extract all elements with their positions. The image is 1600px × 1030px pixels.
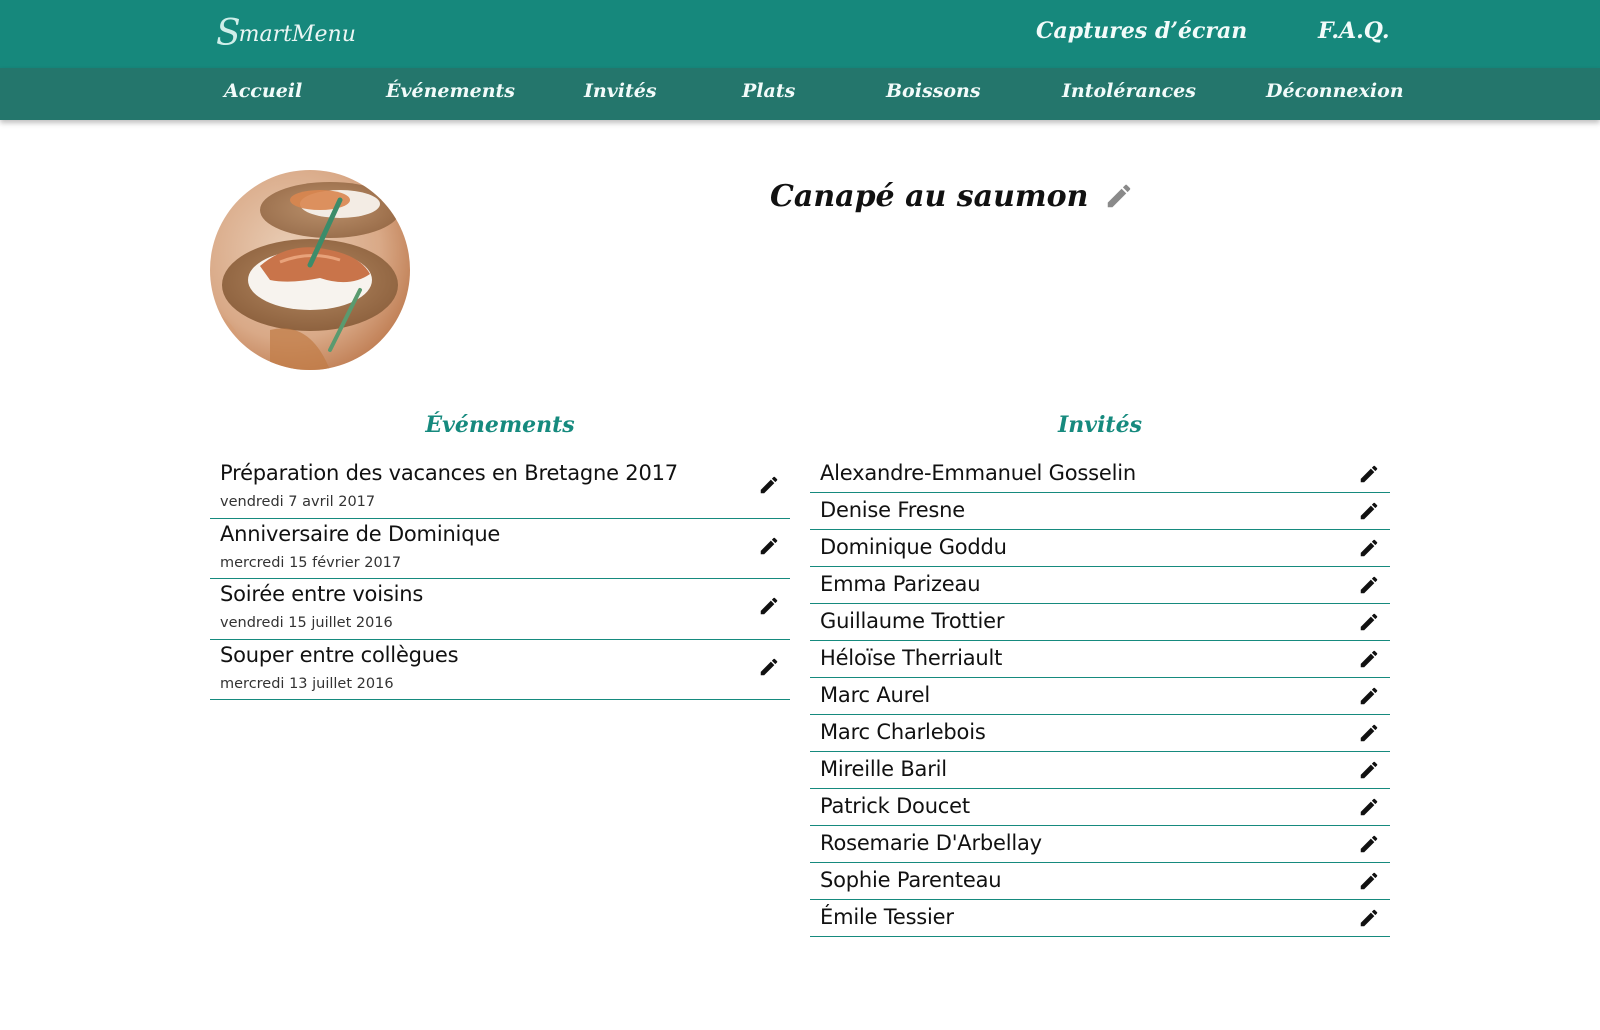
guest-item[interactable] (810, 715, 1390, 752)
guest-name: Dominique Goddu (820, 535, 1007, 559)
guest-name: Sophie Parenteau (820, 868, 1002, 892)
nav-drinks[interactable]: Boissons (886, 80, 981, 102)
guest-name: Marc Aurel (820, 683, 930, 707)
event-name: Préparation des vacances en Bretagne 2017 (220, 461, 678, 485)
edit-guest-button[interactable] (1358, 833, 1380, 855)
guest-item[interactable] (810, 826, 1390, 863)
events-list (210, 458, 790, 700)
top-header (0, 0, 1600, 68)
event-date: mercredi 15 février 2017 (220, 554, 402, 571)
edit-guest-button[interactable] (1358, 574, 1380, 596)
screenshots-link[interactable]: Captures d’écran (1036, 18, 1248, 44)
edit-event-button[interactable] (758, 474, 780, 496)
logo-mark: S (216, 13, 241, 54)
edit-event-button[interactable] (758, 656, 780, 678)
faq-link[interactable]: F.A.Q. (1318, 18, 1390, 44)
pencil-icon (758, 535, 780, 557)
guest-name: Mireille Baril (820, 757, 947, 781)
edit-event-button[interactable] (758, 595, 780, 617)
pencil-icon (1358, 648, 1380, 670)
pencil-icon (1358, 611, 1380, 633)
event-name: Soirée entre voisins (220, 582, 424, 606)
guest-name: Guillaume Trottier (820, 609, 1005, 633)
edit-guest-button[interactable] (1358, 463, 1380, 485)
edit-guest-button[interactable] (1358, 907, 1380, 929)
logo-text: martMenu (238, 21, 356, 47)
smartmenu-logo[interactable] (216, 14, 356, 54)
pencil-icon (1358, 500, 1380, 522)
event-item[interactable] (210, 519, 790, 580)
guest-name: Denise Fresne (820, 498, 965, 522)
guest-name: Rosemarie D'Arbellay (820, 831, 1042, 855)
guests-heading: Invités (1058, 412, 1142, 438)
guest-item[interactable] (810, 456, 1390, 493)
event-name: Anniversaire de Dominique (220, 521, 501, 546)
dish-photo (210, 170, 410, 370)
guest-name: Emma Parizeau (820, 572, 981, 596)
guest-name: Héloïse Therriault (820, 646, 1003, 670)
guest-item[interactable] (810, 900, 1390, 937)
pencil-icon (1358, 759, 1380, 781)
edit-guest-button[interactable] (1358, 685, 1380, 707)
guest-item[interactable] (810, 789, 1390, 826)
guest-item[interactable] (810, 493, 1390, 530)
guest-name: Marc Charlebois (820, 720, 986, 744)
guest-item[interactable] (810, 678, 1390, 715)
pencil-icon (1358, 796, 1380, 818)
pencil-icon (1358, 907, 1380, 929)
pencil-icon (1358, 537, 1380, 559)
guest-name: Patrick Doucet (820, 794, 970, 818)
pencil-icon (1358, 833, 1380, 855)
edit-guest-button[interactable] (1358, 759, 1380, 781)
nav-intolerances[interactable]: Intolérances (1062, 80, 1196, 102)
guest-item[interactable] (810, 752, 1390, 789)
edit-guest-button[interactable] (1358, 796, 1380, 818)
event-date: vendredi 15 juillet 2016 (220, 615, 393, 631)
edit-guest-button[interactable] (1358, 500, 1380, 522)
guest-item[interactable] (810, 567, 1390, 604)
pencil-icon (758, 595, 780, 617)
edit-guest-button[interactable] (1358, 611, 1380, 633)
edit-guest-button[interactable] (1358, 870, 1380, 892)
event-item[interactable] (210, 458, 790, 519)
guest-name: Alexandre-Emmanuel Gosselin (820, 461, 1136, 485)
guest-item[interactable] (810, 641, 1390, 678)
guest-item[interactable] (810, 530, 1390, 567)
dish-header (770, 172, 1134, 220)
event-date: vendredi 7 avril 2017 (220, 494, 376, 510)
guests-list (810, 456, 1390, 937)
edit-guest-button[interactable] (1358, 722, 1380, 744)
nav-events[interactable]: Événements (386, 80, 515, 102)
guest-name: Émile Tessier (820, 905, 954, 929)
pencil-icon (1358, 685, 1380, 707)
pencil-icon (758, 474, 780, 496)
pencil-icon (1358, 870, 1380, 892)
pencil-icon (1358, 463, 1380, 485)
food-photo-icon (210, 170, 410, 370)
guest-item[interactable] (810, 604, 1390, 641)
pencil-icon (1104, 181, 1134, 211)
nav-dishes[interactable]: Plats (742, 80, 796, 102)
pencil-icon (758, 656, 780, 678)
pencil-icon (1358, 722, 1380, 744)
event-item[interactable] (210, 579, 790, 640)
pencil-icon (1358, 574, 1380, 596)
nav-home[interactable]: Accueil (224, 80, 303, 102)
edit-dish-icon[interactable] (1104, 181, 1134, 211)
event-date: mercredi 13 juillet 2016 (220, 675, 394, 692)
main-nav (0, 68, 1600, 120)
nav-guests[interactable]: Invités (584, 80, 657, 102)
edit-guest-button[interactable] (1358, 648, 1380, 670)
event-name: Souper entre collègues (220, 642, 459, 667)
edit-event-button[interactable] (758, 535, 780, 557)
edit-guest-button[interactable] (1358, 537, 1380, 559)
nav-logout[interactable]: Déconnexion (1266, 80, 1404, 102)
dish-title: Canapé au saumon (770, 178, 1089, 214)
event-item[interactable] (210, 640, 790, 701)
events-heading: Événements (425, 412, 575, 438)
guest-item[interactable] (810, 863, 1390, 900)
